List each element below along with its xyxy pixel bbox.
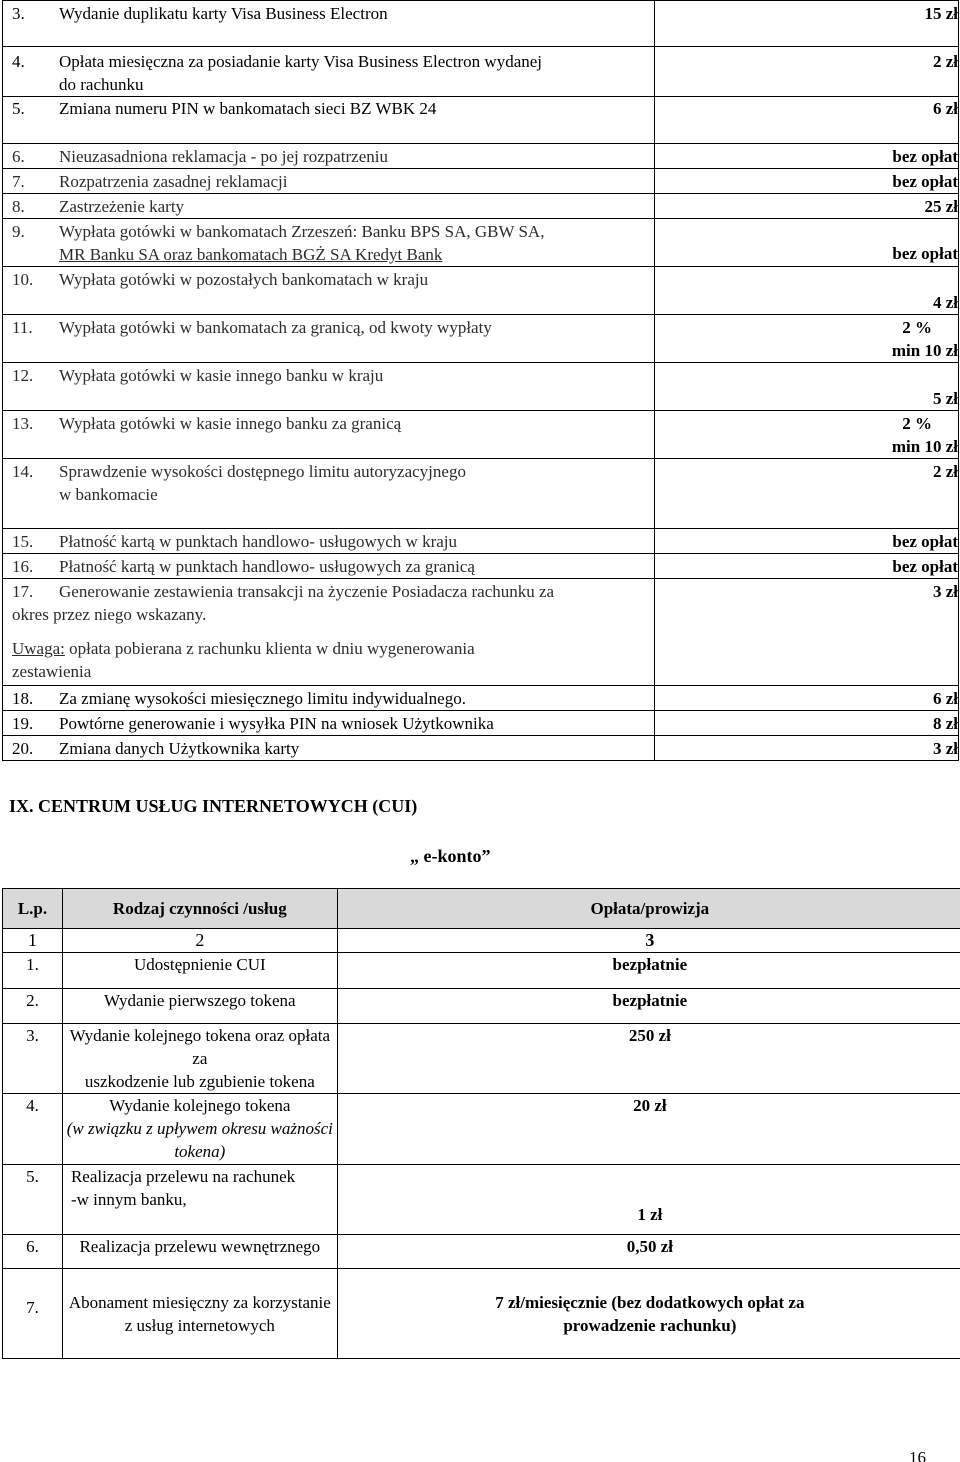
row-description: Zastrzeżenie karty bbox=[59, 197, 185, 216]
row-description-line2: okres przez niego wskazany. bbox=[12, 605, 207, 624]
row-description: Wydanie kolejnego tokena oraz opłata za bbox=[69, 1026, 331, 1068]
row-fee-min: min 10 zł bbox=[891, 341, 958, 360]
header-lp: L.p. bbox=[3, 889, 63, 929]
row-description: Wypłata gotówki w kasie innego banku w kraju bbox=[59, 366, 384, 385]
row-description: Płatność kartą w punktach handlowo- usługowych w kraju bbox=[59, 532, 457, 551]
row-fee: 8 zł bbox=[932, 714, 958, 733]
table-row bbox=[3, 1094, 960, 1165]
row-fee: 7 zł/miesięcznie (bez dodatkowych opłat za bbox=[495, 1292, 805, 1312]
table-row bbox=[3, 194, 959, 219]
table-row bbox=[3, 97, 959, 144]
row-fee: 20 zł bbox=[337, 1094, 960, 1165]
section-title: IX. CENTRUM USŁUG INTERNETOWYCH (CUI) bbox=[9, 796, 418, 816]
row-description: Za zmianę wysokości miesięcznego limitu indywidualnego. bbox=[59, 689, 466, 708]
row-description: Rozpatrzenia zasadnej reklamacji bbox=[59, 172, 288, 191]
row-fee: 2 zł bbox=[932, 462, 958, 481]
row-fee: 1 zł bbox=[337, 1165, 960, 1235]
table-row bbox=[3, 459, 959, 529]
row-number: 20. bbox=[12, 739, 34, 758]
row-description: Wypłata gotówki w bankomatach Zrzeszeń: Banku BPS SA, GBW SA, bbox=[59, 222, 545, 241]
header-service: Rodzaj czynności /usług bbox=[62, 889, 337, 929]
row-fee: 3 zł bbox=[932, 582, 958, 601]
row-description: Opłata miesięczna za posiadanie karty Visa Business Electron wydanej bbox=[59, 52, 543, 71]
row-number: 17. bbox=[12, 582, 34, 601]
row-number: 11. bbox=[12, 318, 33, 337]
row-fee-line2: prowadzenie rachunku) bbox=[563, 1315, 737, 1335]
row-number: 9. bbox=[12, 222, 25, 241]
table-row bbox=[3, 711, 959, 736]
row-fee: 5 zł bbox=[932, 389, 958, 408]
row-description: Realizacja przelewu wewnętrznego bbox=[62, 1235, 337, 1269]
row-number: 7. bbox=[12, 172, 25, 191]
row-description-line2: uszkodzenie lub zgubienie tokena bbox=[84, 1072, 315, 1091]
column-number: 1 bbox=[3, 929, 63, 953]
table-row bbox=[3, 554, 959, 579]
table-row bbox=[3, 1235, 960, 1269]
row-fee: 2 zł bbox=[932, 52, 958, 71]
table-row bbox=[3, 47, 959, 97]
table-row bbox=[3, 363, 959, 411]
row-number: 2. bbox=[3, 989, 63, 1024]
row-fee: 2 % bbox=[902, 318, 932, 337]
row-description: Wypłata gotówki w bankomatach za granicą, od kwoty wypłaty bbox=[59, 318, 492, 337]
row-description: Wypłata gotówki w pozostałych bankomatach w kraju bbox=[59, 270, 429, 289]
table-row bbox=[3, 411, 959, 459]
row-number: 12. bbox=[12, 366, 34, 385]
row-description: Zmiana numeru PIN w bankomatach sieci BZ WBK 24 bbox=[59, 99, 437, 118]
table-row bbox=[3, 736, 959, 761]
table-row bbox=[3, 315, 959, 363]
row-description: Realizacja przelewu na rachunek bbox=[70, 1167, 296, 1186]
table-row bbox=[3, 529, 959, 554]
row-number: 13. bbox=[12, 414, 34, 433]
row-fee: 3 zł bbox=[932, 739, 958, 758]
table-row bbox=[3, 953, 960, 989]
row-number: 8. bbox=[12, 197, 25, 216]
row-fee: bez opłat bbox=[892, 147, 958, 166]
row-description: Wydanie pierwszego tokena bbox=[62, 989, 337, 1024]
table-row bbox=[3, 219, 959, 267]
table-row bbox=[3, 1269, 960, 1359]
row-number: 5. bbox=[12, 99, 25, 118]
row-description-line2: MR Banku SA oraz bankomatach BGŻ SA Kredyt Bank bbox=[59, 245, 443, 264]
row-description-line2: -w innym banku, bbox=[70, 1190, 187, 1209]
table-row bbox=[3, 579, 959, 686]
note-label: Uwaga: bbox=[12, 639, 65, 658]
row-number: 4. bbox=[3, 1094, 63, 1165]
cui-fees-table bbox=[2, 888, 960, 1359]
row-description: Zmiana danych Użytkownika karty bbox=[59, 739, 300, 758]
row-fee: bezpłatnie bbox=[337, 953, 960, 989]
row-fee: bez opłat bbox=[892, 532, 958, 551]
row-description: Sprawdzenie wysokości dostępnego limitu autoryzacyjnego bbox=[59, 462, 466, 481]
row-number: 6. bbox=[3, 1235, 63, 1269]
row-number: 1. bbox=[3, 953, 63, 989]
row-fee: bez opłat bbox=[892, 244, 958, 263]
row-fee: 6 zł bbox=[932, 99, 958, 118]
row-description-note: (w związku z upływem okresu ważności tokena) bbox=[66, 1119, 333, 1161]
column-number-row bbox=[3, 929, 960, 953]
row-fee: 2 % bbox=[902, 414, 932, 433]
row-number: 4. bbox=[12, 52, 25, 71]
header-fee: Opłata/prowizja bbox=[337, 889, 960, 929]
section-subtitle: „ e-konto” bbox=[410, 846, 491, 866]
row-description: Abonament miesięczny za korzystanie bbox=[68, 1292, 331, 1312]
row-description: Wydanie duplikatu karty Visa Business Electron bbox=[59, 4, 388, 23]
row-number: 18. bbox=[12, 689, 34, 708]
row-fee: 15 zł bbox=[924, 4, 958, 23]
column-number: 2 bbox=[62, 929, 337, 953]
row-fee: 250 zł bbox=[337, 1024, 960, 1094]
row-number: 14. bbox=[12, 462, 34, 481]
row-description: Generowanie zestawienia transakcji na życzenie Posiadacza rachunku za bbox=[59, 582, 555, 601]
row-fee: bez opłat bbox=[892, 172, 958, 191]
row-fee: 6 zł bbox=[932, 689, 958, 708]
row-number: 19. bbox=[12, 714, 34, 733]
row-description-line2: do rachunku bbox=[59, 75, 144, 94]
row-fee: bez opłat bbox=[892, 557, 958, 576]
row-description-line2: z usług internetowych bbox=[124, 1315, 275, 1335]
row-number: 16. bbox=[12, 557, 34, 576]
fees-table bbox=[2, 0, 959, 761]
row-description: Udostępnienie CUI bbox=[62, 953, 337, 989]
page-number: 16 bbox=[909, 1448, 926, 1462]
row-fee-min: min 10 zł bbox=[891, 437, 958, 456]
row-number: 5. bbox=[3, 1165, 63, 1235]
row-number: 6. bbox=[12, 147, 25, 166]
row-fee: 0,50 zł bbox=[337, 1235, 960, 1269]
row-number: 10. bbox=[12, 270, 34, 289]
row-fee: 25 zł bbox=[924, 197, 958, 216]
table-row bbox=[3, 1024, 960, 1094]
row-number: 15. bbox=[12, 532, 34, 551]
note-text-line2: zestawienia bbox=[12, 662, 92, 681]
row-description: Płatność kartą w punktach handlowo- usługowych za granicą bbox=[59, 557, 475, 576]
table-row bbox=[3, 1165, 960, 1235]
table-row bbox=[3, 144, 959, 169]
table-row bbox=[3, 686, 959, 711]
row-fee: 4 zł bbox=[932, 293, 958, 312]
row-description-line2: w bankomacie bbox=[59, 485, 158, 504]
note-text: opłata pobierana z rachunku klienta w dniu wygenerowania bbox=[64, 639, 475, 658]
column-number: 3 bbox=[337, 929, 960, 953]
row-fee: bezpłatnie bbox=[337, 989, 960, 1024]
row-description: Wydanie kolejnego tokena bbox=[109, 1096, 291, 1115]
row-number: 3. bbox=[12, 4, 25, 23]
row-description: Nieuzasadniona reklamacja - po jej rozpatrzeniu bbox=[59, 147, 388, 166]
table-row bbox=[3, 1, 959, 47]
row-number: 7. bbox=[3, 1269, 63, 1359]
row-description: Powtórne generowanie i wysyłka PIN na wniosek Użytkownika bbox=[59, 714, 494, 733]
table-row bbox=[3, 989, 960, 1024]
row-number: 3. bbox=[3, 1024, 63, 1094]
table-header-row bbox=[3, 889, 960, 929]
table-row bbox=[3, 169, 959, 194]
row-description: Wypłata gotówki w kasie innego banku za granicą bbox=[59, 414, 402, 433]
table-row bbox=[3, 267, 959, 315]
